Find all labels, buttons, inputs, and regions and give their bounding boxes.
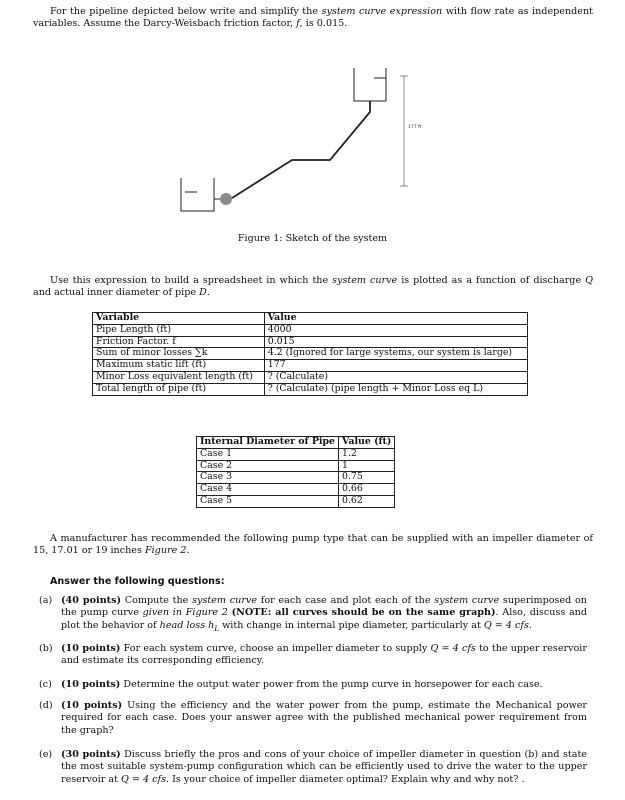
table-cell: Maximum static lift (ft) [93,360,265,372]
question-label: (c) [39,679,52,690]
question-label: (d) [39,700,53,711]
table-row [93,324,528,336]
question-c: (c) (10 points) Determine the output water power from the pump curve in horsepower for each case. [39,679,543,690]
table-cell: Friction Factor. f [93,336,265,348]
answer-heading: Answer the following questions: [50,576,225,587]
column-header: Internal Diameter of Pipe [197,437,339,449]
table-row [197,460,395,472]
table-cell: 0.62 [338,496,394,508]
question-e: (e) (30 points) Discuss briefly the pros and cons of your choice of impeller diameter in question (b) and state the most suitable system-pump configuration which can be efficiently used to drive the water to the upper reservoir at Q = 4 cfs. Is your choice of impeller diameter optimal? Explain why and why not? . [39,749,587,785]
table-cell: Minor Loss equivalent length (ft) [93,372,265,384]
table-cell: 1 [338,460,394,472]
question-label: (e) [39,749,53,760]
table-row [93,360,528,372]
table-cell: Sum of minor losses ∑k [93,348,265,360]
table-cell: 0.015 [264,336,527,348]
table-row [93,336,528,348]
table-cell: 4.2 (Ignored for large systems, our system is large) [264,348,527,360]
table-cell: Case 3 [197,472,339,484]
column-header: Value [264,313,527,325]
table-cell: Case 2 [197,460,339,472]
table-row [93,372,528,384]
table-cell: Pipe Length (ft) [93,324,265,336]
table-cell: Case 1 [197,448,339,460]
table-header-row [197,437,395,449]
figure-caption: Figure 1: Sketch of the system [237,233,388,244]
table-row [93,348,528,360]
table-cell: ? (Calculate) (pipe length + Minor Loss eq L) [264,383,527,395]
lower-reservoir [181,178,214,211]
question-label: (a) [39,595,53,606]
table-cell: 0.66 [338,484,394,496]
height-label: 177 ft [408,125,422,130]
table-cell: 0.75 [338,472,394,484]
question-d: (d) (10 points) Using the efficiency and the water power from the pump, estimate the Mechanical power required for each case. Does your answer agree with the published mechanical power requirement from the graph? [39,700,587,736]
system-sketch-figure [0,0,625,230]
column-header: Value (ft) [338,437,394,449]
table-header-row [93,313,528,325]
table-cell: Case 4 [197,484,339,496]
table-row [197,448,395,460]
pump-paragraph: A manufacturer has recommended the following pump type that can be supplied with an impeller diameter of 15, 17.01 or 19 inches Figure 2. [33,533,593,557]
upper-reservoir [354,68,386,101]
spreadsheet-paragraph: Use this expression to build a spreadsheet in which the system curve is plotted as a function of discharge Q and actual inner diameter of pipe D. [33,275,593,299]
table-row [197,472,395,484]
discharge-pipe [232,101,370,198]
table-cell: Case 5 [197,496,339,508]
table-cell: Total length of pipe (ft) [93,383,265,395]
table-row [197,496,395,508]
table-row [93,383,528,395]
question-b: (b) (10 points) For each system curve, choose an impeller diameter to supply Q = 4 cfs to the upper reservoir and estimate its corresponding efficiency. [39,643,587,667]
variables-table [92,312,528,396]
table-row [197,484,395,496]
pump-icon [220,193,232,205]
table-cell: 4000 [264,324,527,336]
table-cell: ? (Calculate) [264,372,527,384]
column-header: Variable [93,313,265,325]
question-a: (a) (40 points) Compute the system curve for each case and plot each of the system curve superimposed on the pump curve given in Figure 2 (NOTE: all curves should be on the same graph). Also, discuss and plot the behavior of head loss $h_L$ with change in internal pipe diameter, particularly at Q = 4 cfs. [39,595,587,633]
question-label: (b) [39,643,53,654]
intro-paragraph: For the pipeline depicted below write and simplify the system curve expression with flow rate as independent variables. Assume the Darcy-Weisbach friction factor, f, is 0.015. [33,6,593,30]
table-cell: 1.2 [338,448,394,460]
diameter-table [196,436,395,508]
table-cell: 177 [264,360,527,372]
